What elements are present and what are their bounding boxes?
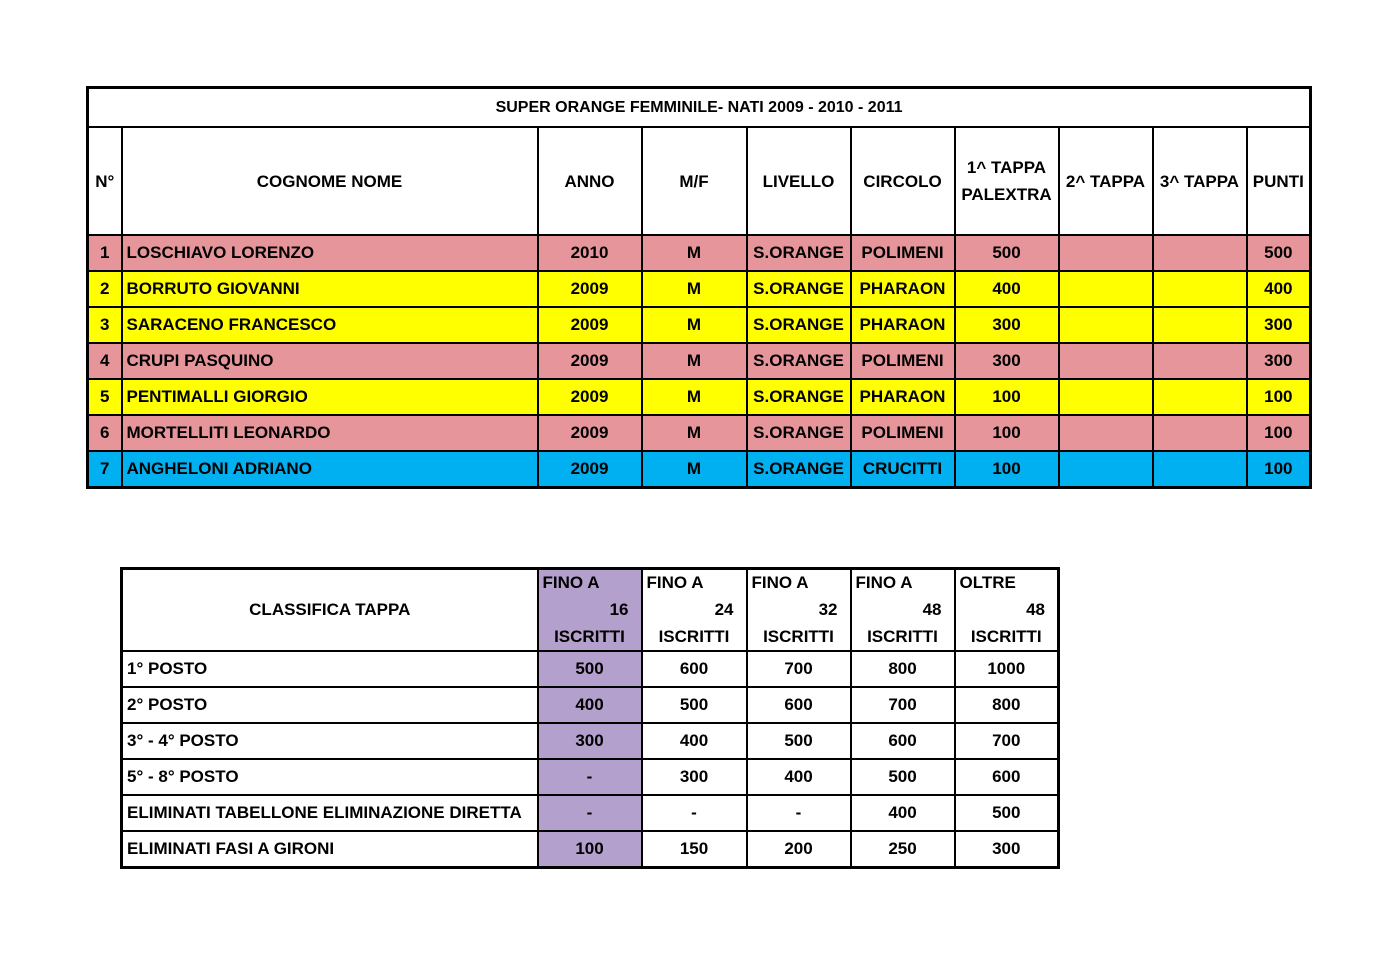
ranking-body bbox=[88, 235, 1311, 488]
table-row bbox=[122, 651, 1059, 687]
classifica-column-header-l2: 48 bbox=[1026, 600, 1045, 619]
row-number: 1 bbox=[88, 235, 122, 271]
classifica-row-label: 3° - 4° POSTO bbox=[122, 723, 538, 759]
row-number: 6 bbox=[88, 415, 122, 451]
classifica-cell: 700 bbox=[851, 687, 955, 723]
row-name: PENTIMALLI GIORGIO bbox=[122, 379, 538, 415]
table-row bbox=[122, 795, 1059, 831]
classifica-cell: 800 bbox=[851, 651, 955, 687]
row-tappa1: 100 bbox=[955, 379, 1059, 415]
row-number: 4 bbox=[88, 343, 122, 379]
row-number: 2 bbox=[88, 271, 122, 307]
row-mf: M bbox=[642, 307, 747, 343]
classifica-row-label: 5° - 8° POSTO bbox=[122, 759, 538, 795]
row-tappa2 bbox=[1059, 451, 1153, 488]
classifica-column-header bbox=[851, 569, 955, 652]
classifica-cell: 250 bbox=[851, 831, 955, 868]
classifica-column-header-l1: OLTRE bbox=[959, 573, 1016, 592]
classifica-cell: 600 bbox=[851, 723, 955, 759]
classifica-column-header-l3: ISCRITTI bbox=[554, 627, 625, 646]
header-circolo: CIRCOLO bbox=[851, 127, 955, 235]
row-anno: 2010 bbox=[538, 235, 642, 271]
classifica-column-header-l1: FINO A bbox=[855, 573, 913, 592]
row-mf: M bbox=[642, 271, 747, 307]
row-punti: 100 bbox=[1247, 451, 1311, 488]
table-row bbox=[88, 307, 1311, 343]
row-tappa1: 400 bbox=[955, 271, 1059, 307]
row-circolo: PHARAON bbox=[851, 379, 955, 415]
classifica-column-header-l2: 16 bbox=[609, 600, 629, 619]
row-punti: 300 bbox=[1247, 307, 1311, 343]
classifica-column-header bbox=[747, 569, 851, 652]
classifica-column-header-l2: 32 bbox=[818, 600, 838, 619]
classifica-cell: 300 bbox=[642, 759, 747, 795]
classifica-cell: - bbox=[538, 795, 642, 831]
classifica-column-header-l3: ISCRITTI bbox=[867, 627, 938, 646]
classifica-cell: - bbox=[747, 795, 851, 831]
row-livello: S.ORANGE bbox=[747, 343, 851, 379]
row-tappa3 bbox=[1153, 307, 1247, 343]
classifica-cell: 500 bbox=[747, 723, 851, 759]
row-anno: 2009 bbox=[538, 343, 642, 379]
classifica-column-header-l3: ISCRITTI bbox=[763, 627, 834, 646]
row-name: SARACENO FRANCESCO bbox=[122, 307, 538, 343]
classifica-cell: - bbox=[538, 759, 642, 795]
classifica-cell: 150 bbox=[642, 831, 747, 868]
row-punti: 500 bbox=[1247, 235, 1311, 271]
classifica-column-header-l3: ISCRITTI bbox=[970, 627, 1042, 646]
row-name: LOSCHIAVO LORENZO bbox=[122, 235, 538, 271]
classifica-cell: 400 bbox=[851, 795, 955, 831]
row-tappa2 bbox=[1059, 415, 1153, 451]
classifica-column-header-l3: ISCRITTI bbox=[658, 627, 730, 646]
header-tappa3: 3^ TAPPA bbox=[1153, 127, 1247, 235]
row-tappa2 bbox=[1059, 271, 1153, 307]
row-number: 5 bbox=[88, 379, 122, 415]
row-tappa2 bbox=[1059, 343, 1153, 379]
row-tappa3 bbox=[1153, 271, 1247, 307]
row-anno: 2009 bbox=[538, 451, 642, 488]
row-tappa3 bbox=[1153, 451, 1247, 488]
classifica-cell: 100 bbox=[538, 831, 642, 868]
row-name: MORTELLITI LEONARDO bbox=[122, 415, 538, 451]
row-anno: 2009 bbox=[538, 307, 642, 343]
row-tappa3 bbox=[1153, 235, 1247, 271]
table-row bbox=[122, 831, 1059, 868]
row-circolo: PHARAON bbox=[851, 307, 955, 343]
classifica-cell: 400 bbox=[642, 723, 747, 759]
row-circolo: POLIMENI bbox=[851, 235, 955, 271]
table-row bbox=[88, 415, 1311, 451]
row-circolo: POLIMENI bbox=[851, 415, 955, 451]
classifica-cell: 500 bbox=[851, 759, 955, 795]
row-punti: 100 bbox=[1247, 415, 1311, 451]
row-anno: 2009 bbox=[538, 415, 642, 451]
table-row bbox=[88, 271, 1311, 307]
header-anno: ANNO bbox=[538, 127, 642, 235]
classifica-table bbox=[120, 567, 1060, 869]
row-punti: 400 bbox=[1247, 271, 1311, 307]
row-mf: M bbox=[642, 343, 747, 379]
row-mf: M bbox=[642, 379, 747, 415]
classifica-cell: 600 bbox=[642, 651, 747, 687]
row-livello: S.ORANGE bbox=[747, 235, 851, 271]
row-tappa1: 100 bbox=[955, 451, 1059, 488]
row-tappa2 bbox=[1059, 379, 1153, 415]
row-circolo: PHARAON bbox=[851, 271, 955, 307]
classifica-column-header-l2: 48 bbox=[922, 600, 942, 619]
row-mf: M bbox=[642, 415, 747, 451]
header-punti: PUNTI bbox=[1247, 127, 1311, 235]
classifica-column-header-l1: FINO A bbox=[542, 573, 600, 592]
row-punti: 100 bbox=[1247, 379, 1311, 415]
row-name: BORRUTO GIOVANNI bbox=[122, 271, 538, 307]
row-tappa3 bbox=[1153, 415, 1247, 451]
row-livello: S.ORANGE bbox=[747, 307, 851, 343]
header-tappa1-line1: 1^ TAPPA bbox=[966, 158, 1047, 177]
row-tappa2 bbox=[1059, 307, 1153, 343]
row-number: 3 bbox=[88, 307, 122, 343]
row-tappa1: 300 bbox=[955, 343, 1059, 379]
classifica-column-header-l1: FINO A bbox=[646, 573, 704, 592]
row-tappa3 bbox=[1153, 379, 1247, 415]
row-tappa1: 100 bbox=[955, 415, 1059, 451]
classifica-cell: 700 bbox=[747, 651, 851, 687]
header-tappa1-line2: PALEXTRA bbox=[961, 185, 1052, 204]
row-name: CRUPI PASQUINO bbox=[122, 343, 538, 379]
classifica-cell: - bbox=[642, 795, 747, 831]
row-number: 7 bbox=[88, 451, 122, 488]
classifica-cell: 1000 bbox=[955, 651, 1059, 687]
classifica-cell: 500 bbox=[642, 687, 747, 723]
classifica-column-header bbox=[538, 569, 642, 652]
table-row bbox=[88, 235, 1311, 271]
header-tappa1 bbox=[955, 127, 1059, 235]
ranking-table bbox=[86, 86, 1312, 489]
classifica-row-label: 2° POSTO bbox=[122, 687, 538, 723]
classifica-cell: 600 bbox=[955, 759, 1059, 795]
table-row bbox=[88, 379, 1311, 415]
classifica-row-label: ELIMINATI FASI A GIRONI bbox=[122, 831, 538, 868]
row-circolo: CRUCITTI bbox=[851, 451, 955, 488]
classifica-cell: 500 bbox=[955, 795, 1059, 831]
classifica-column-header bbox=[642, 569, 747, 652]
classifica-title: CLASSIFICA TAPPA bbox=[122, 569, 538, 652]
row-anno: 2009 bbox=[538, 271, 642, 307]
row-livello: S.ORANGE bbox=[747, 451, 851, 488]
classifica-cell: 600 bbox=[747, 687, 851, 723]
classifica-cell: 800 bbox=[955, 687, 1059, 723]
classifica-column-header-l1: FINO A bbox=[751, 573, 809, 592]
row-name: ANGHELONI ADRIANO bbox=[122, 451, 538, 488]
row-punti: 300 bbox=[1247, 343, 1311, 379]
classifica-row-label: 1° POSTO bbox=[122, 651, 538, 687]
classifica-column-header-l2: 24 bbox=[714, 600, 734, 619]
row-anno: 2009 bbox=[538, 379, 642, 415]
ranking-title: SUPER ORANGE FEMMINILE- NATI 2009 - 2010 - 2011 bbox=[88, 88, 1311, 128]
row-tappa1: 300 bbox=[955, 307, 1059, 343]
header-name: COGNOME NOME bbox=[122, 127, 538, 235]
classifica-cell: 300 bbox=[538, 723, 642, 759]
header-tappa2: 2^ TAPPA bbox=[1059, 127, 1153, 235]
row-tappa3 bbox=[1153, 343, 1247, 379]
row-livello: S.ORANGE bbox=[747, 415, 851, 451]
table-row bbox=[122, 687, 1059, 723]
table-row bbox=[122, 723, 1059, 759]
header-mf: M/F bbox=[642, 127, 747, 235]
classifica-cell: 300 bbox=[955, 831, 1059, 868]
classifica-cell: 400 bbox=[747, 759, 851, 795]
classifica-column-header bbox=[955, 569, 1059, 652]
classifica-cell: 700 bbox=[955, 723, 1059, 759]
row-livello: S.ORANGE bbox=[747, 379, 851, 415]
classifica-body bbox=[122, 651, 1059, 868]
classifica-row-label: ELIMINATI TABELLONE ELIMINAZIONE DIRETTA bbox=[122, 795, 538, 831]
classifica-cell: 400 bbox=[538, 687, 642, 723]
row-mf: M bbox=[642, 235, 747, 271]
row-tappa1: 500 bbox=[955, 235, 1059, 271]
row-tappa2 bbox=[1059, 235, 1153, 271]
row-circolo: POLIMENI bbox=[851, 343, 955, 379]
table-row bbox=[122, 759, 1059, 795]
header-livello: LIVELLO bbox=[747, 127, 851, 235]
header-n: N° bbox=[88, 127, 122, 235]
table-row bbox=[88, 343, 1311, 379]
classifica-cell: 500 bbox=[538, 651, 642, 687]
classifica-cell: 200 bbox=[747, 831, 851, 868]
table-row bbox=[88, 451, 1311, 488]
row-livello: S.ORANGE bbox=[747, 271, 851, 307]
row-mf: M bbox=[642, 451, 747, 488]
